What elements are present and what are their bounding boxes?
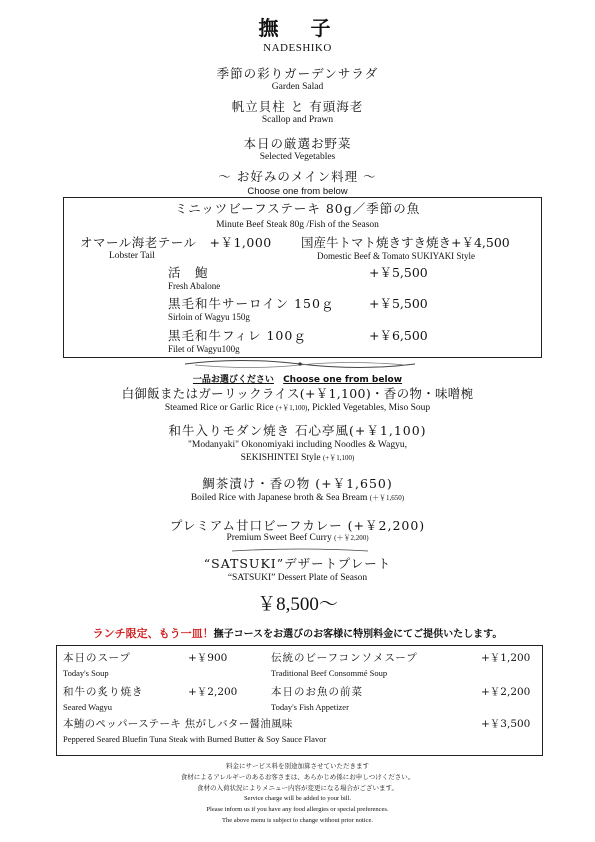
rice-item-1-en-price: (+￥1,100) xyxy=(275,404,308,412)
extra-1-jp: 本日のスープ xyxy=(63,652,131,664)
lunch-promo xyxy=(0,625,595,641)
rice-item-1-en-b: , Pickled Vegetables, Miso Soup xyxy=(307,403,431,413)
footer-line-3: 食材の入荷状況によりメニュー内容が変更になる場合がございます。 xyxy=(197,784,398,792)
main-row-2-jp: 黒毛和牛サーロイン 150ｇ xyxy=(168,296,335,311)
footer-line-6: The above menu is subject to change without prior notice. xyxy=(222,817,373,824)
course-1-jp: 季節の彩りガーデンサラダ xyxy=(216,66,379,81)
rice-item-2-en2 xyxy=(0,453,595,463)
footer-line-1: 料金にサービス料を別途加算させていただきます xyxy=(226,762,369,770)
rice-item-4-en xyxy=(0,533,595,543)
main-item-2-jp: オマール海老テール +￥1,000 xyxy=(80,235,272,250)
extra-5-en: Peppered Seared Bluefin Tuna Steak with Burned Butter & Soy Sauce Flavor xyxy=(63,734,327,744)
ornament-divider xyxy=(180,357,420,371)
main-row-3-price: +￥6,500 xyxy=(369,328,428,343)
rice-item-4-jp: プレミアム甘口ビーフカレー (+￥2,200) xyxy=(169,518,426,533)
extra-2-en: Traditional Beef Consommé Soup xyxy=(271,668,388,678)
lunch-promo-red: ランチ限定、もう一皿！ xyxy=(92,627,214,640)
rice-item-1-en-a: Steamed Rice or Garlic Rice xyxy=(164,403,274,413)
rice-item-4-en-a: Premium Sweet Beef Curry xyxy=(226,533,332,543)
main-section-en: Choose one from below xyxy=(247,186,348,197)
main-row-1-jp: 活 鮑 xyxy=(168,265,209,280)
main-row-3-en: Filet of Wagyu100g xyxy=(168,344,240,354)
rice-item-2-jp: 和牛入りモダン焼き 石心亭風(+￥1,100) xyxy=(168,423,427,438)
main-row-1-price: +￥5,500 xyxy=(369,265,428,280)
extra-2-jp: 伝統のビーフコンソメスープ xyxy=(271,652,418,664)
main-item-3-jp: 国産牛トマト焼きすき焼き+￥4,500 xyxy=(301,235,510,250)
page-subtitle: NADESHIKO xyxy=(263,42,332,54)
rice-item-2-en-style: SEKISHINTEI Style xyxy=(240,453,321,463)
extra-4-jp: 本日のお魚の前菜 xyxy=(271,686,363,698)
rice-item-4-en-price: (＋￥2,200) xyxy=(334,534,369,542)
lunch-promo-black: 撫子コースをお選びのお客様に特別料金にてご提供いたします。 xyxy=(213,629,503,640)
course-price: ￥8,500～ xyxy=(257,594,338,615)
extra-4-price: +￥2,200 xyxy=(481,686,531,698)
main-item-1-en: Minute Beef Steak 80g /Fish of the Season xyxy=(216,220,379,230)
page-title: 撫 子 xyxy=(258,16,337,40)
rice-item-1-jp: 白御飯またはガーリックライス(+￥1,100)・香の物・味噌椀 xyxy=(121,386,474,401)
rice-item-3-en-a: Boiled Rice with Japanese broth & Sea Bream xyxy=(190,493,368,503)
extra-5-jp: 本鮪のペッパーステーキ 焦がしバター醤油風味 xyxy=(63,718,293,730)
dessert-jp: “SATSUKI”デザートプレート xyxy=(203,556,392,571)
course-3-en: Selected Vegetables xyxy=(259,152,336,162)
extra-1-en: Today's Soup xyxy=(63,668,109,678)
main-item-1-jp: ミニッツビーフステーキ 80g／季節の魚 xyxy=(174,201,421,216)
course-3-jp: 本日の厳選お野菜 xyxy=(243,136,352,151)
main-item-3-en: Domestic Beef & Tomato SUKIYAKI Style xyxy=(317,251,475,261)
rice-item-2-en: "Modanyaki" Okonomiyaki including Noodles & Wagyu, xyxy=(188,440,407,450)
extra-2-price: +￥1,200 xyxy=(481,652,531,664)
main-section-jp: ～ お好みのメイン料理 ～ xyxy=(218,169,377,184)
rice-item-3-en-price: (＋￥1,650) xyxy=(369,494,405,502)
course-2-en: Scallop and Prawn xyxy=(261,115,334,125)
extra-5-price: +￥3,500 xyxy=(481,718,531,730)
rice-item-2-en-price: (+￥1,100) xyxy=(322,454,355,462)
rice-header-jp: 一品お選びください xyxy=(192,375,274,385)
footer-line-2: 食材によるアレルギーのあるお客さまは、あらかじめ係にお申しつけください。 xyxy=(180,773,415,781)
main-row-1-en: Fresh Abalone xyxy=(168,281,221,291)
footer-line-4: Service charge will be added to your bill. xyxy=(243,795,352,802)
extra-4-en: Today's Fish Appetizer xyxy=(271,702,349,712)
rice-header-en: Choose one from below xyxy=(283,375,403,385)
extra-3-en: Seared Wagyu xyxy=(63,702,112,712)
rice-item-3-en xyxy=(0,493,595,503)
main-row-2-en: Sirloin of Wagyu 150g xyxy=(168,312,250,322)
footer-line-5: Please inform us if you have any food allergies or special preferences. xyxy=(206,806,389,813)
course-2-jp: 帆立貝柱 と 有頭海老 xyxy=(231,99,364,114)
dessert-en: “SATSUKI” Dessert Plate of Season xyxy=(227,573,368,583)
course-1-en: Garden Salad xyxy=(271,82,324,92)
main-row-3-jp: 黒毛和牛フィレ 100ｇ xyxy=(168,328,307,343)
extra-1-price: +￥900 xyxy=(188,652,228,664)
main-row-2-price: +￥5,500 xyxy=(369,296,428,311)
extra-3-jp: 和牛の炙り焼き xyxy=(63,686,144,698)
rice-item-1-en xyxy=(0,403,595,413)
main-item-2-en: Lobster Tail xyxy=(109,251,155,261)
extra-3-price: +￥2,200 xyxy=(188,686,238,698)
rice-item-3-jp: 鯛茶漬け・香の物 (+￥1,650) xyxy=(202,476,393,491)
